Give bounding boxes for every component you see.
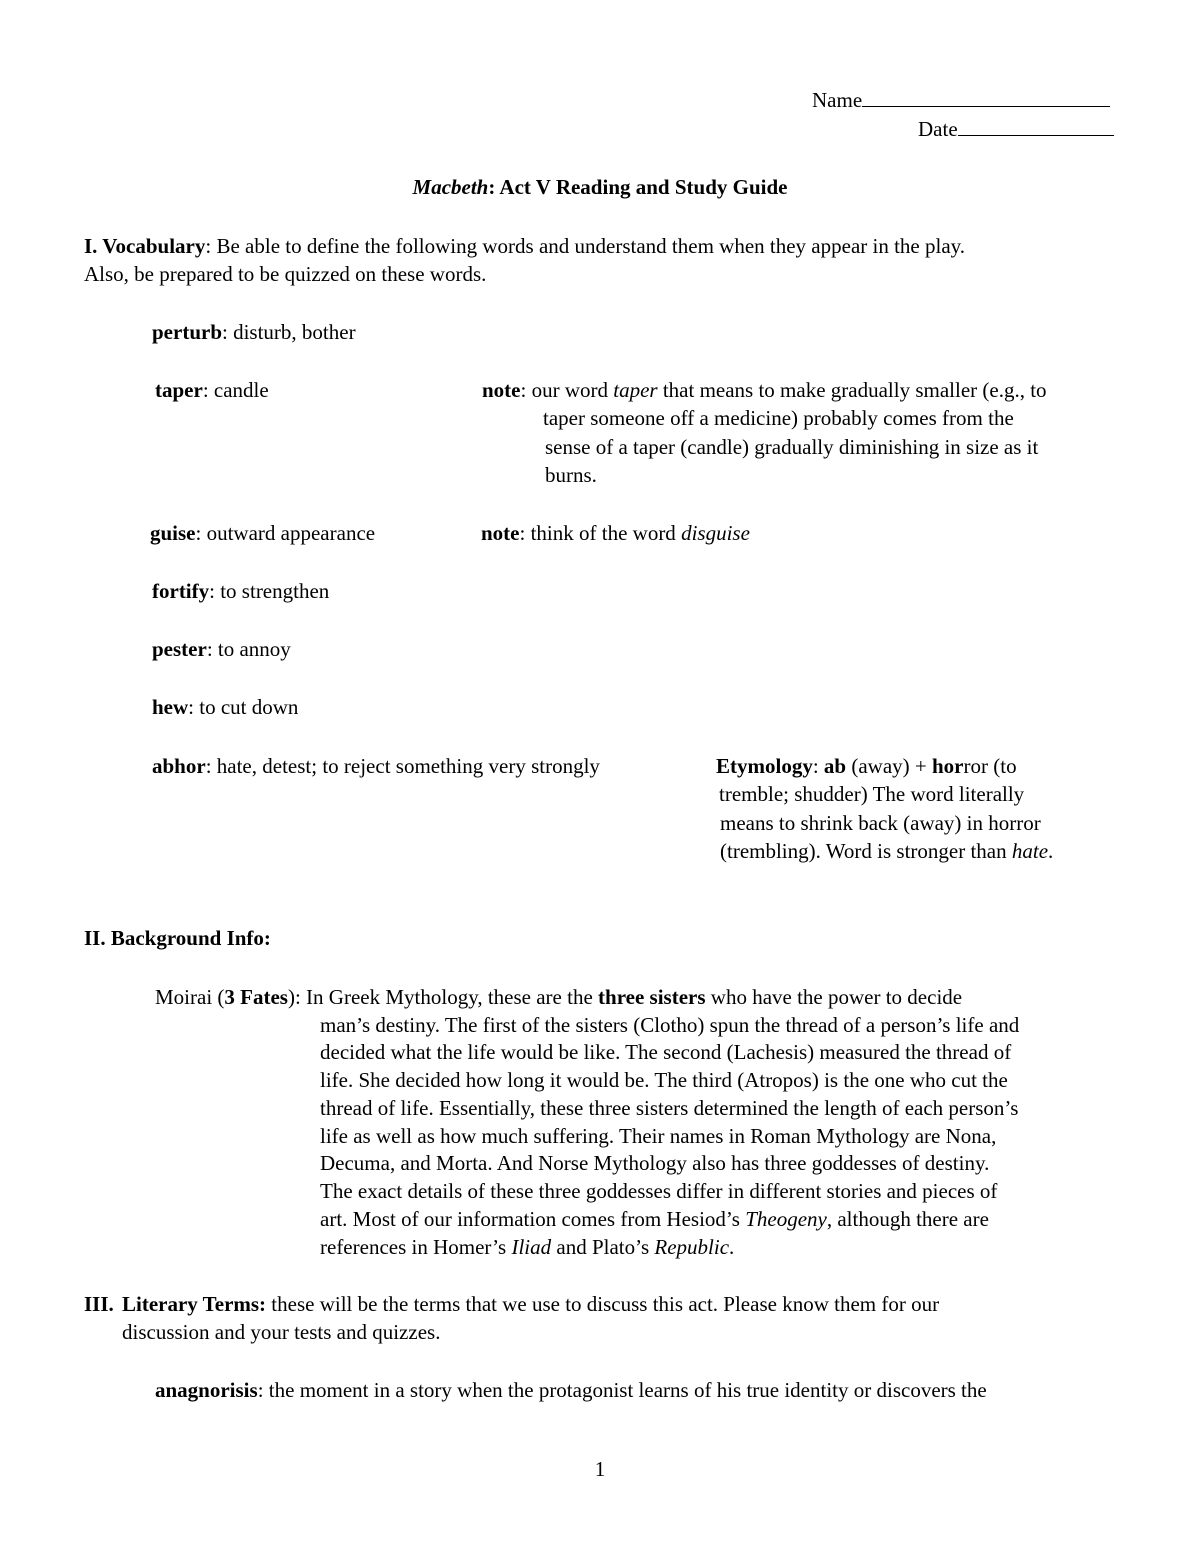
moirai-bold: 3 Fates xyxy=(224,985,288,1009)
abhor-etymology-line4 xyxy=(720,837,1053,865)
moirai-bold: three sisters xyxy=(598,985,706,1009)
vocab-intro-line1: : Be able to define the following words and understand them when they appear in the play. xyxy=(205,234,966,258)
ety-root: ab xyxy=(823,754,847,778)
term-word: anagnorisis xyxy=(155,1378,258,1402)
section-number: III. xyxy=(84,1292,114,1316)
taper-note-line4: burns. xyxy=(545,463,597,487)
vocab-perturb xyxy=(152,318,356,346)
vocab-fortify xyxy=(152,577,329,605)
moirai-line5: thread of life. Essentially, these three sisters determined the length of each person’s xyxy=(320,1096,1019,1120)
vocab-definition: : hate, detest; to reject something very strongly xyxy=(205,754,600,778)
moirai-text: references in Homer’s xyxy=(320,1235,512,1259)
moirai-line2: man’s destiny. The first of the sisters (Clotho) spun the thread of a person’s life and xyxy=(320,1013,1020,1037)
moirai-text: ): In Greek Mythology, these are the xyxy=(287,985,599,1009)
moirai-text: . xyxy=(729,1235,735,1259)
name-label: Name xyxy=(812,88,863,112)
page-title xyxy=(0,173,1200,201)
section-background-heading: II. Background Info: xyxy=(84,926,271,950)
vocab-intro-line2: Also, be prepared to be quizzed on these words. xyxy=(84,262,487,286)
title-play-name: Macbeth xyxy=(412,175,489,199)
page-number: 1 xyxy=(594,1457,606,1481)
vocab-word: perturb xyxy=(152,320,222,344)
vocab-word: fortify xyxy=(152,579,210,603)
lit-intro-line1: these will be the terms that we use to discuss this act. Please know them for our xyxy=(266,1292,940,1316)
note-text: : our word xyxy=(520,378,614,402)
moirai-line4: life. She decided how long it would be. The third (Atropos) is the one who cut the xyxy=(320,1068,1008,1092)
book-title: Iliad xyxy=(511,1235,552,1259)
moirai-text: , although there are xyxy=(826,1207,989,1231)
moirai-line7: Decuma, and Morta. And Norse Mythology also has three goddesses of destiny. xyxy=(320,1151,990,1175)
vocab-guise xyxy=(150,519,375,547)
vocab-definition: : to strengthen xyxy=(209,579,330,603)
note-label: note xyxy=(481,521,520,545)
taper-note-line2: taper someone off a medicine) probably comes from the xyxy=(543,406,1014,430)
moirai-line9 xyxy=(320,1205,989,1233)
vocab-word: abhor xyxy=(152,754,206,778)
date-field xyxy=(918,115,1114,143)
guise-note xyxy=(481,519,750,547)
vocab-word: hew xyxy=(152,695,189,719)
moirai-text: art. Most of our information comes from Hesiod’s xyxy=(320,1207,746,1231)
moirai-text: and Plato’s xyxy=(551,1235,655,1259)
etymology-label: Etymology xyxy=(716,754,813,778)
note-label: note xyxy=(482,378,521,402)
ety-italic: hate xyxy=(1011,839,1049,863)
lit-intro-line2: discussion and your tests and quizzes. xyxy=(122,1320,441,1344)
vocab-word: pester xyxy=(152,637,207,661)
book-title: Republic xyxy=(654,1235,730,1259)
ety-text: (trembling). Word is stronger than xyxy=(720,839,1012,863)
moirai-text: who have the power to decide xyxy=(705,985,963,1009)
ety-root: hor xyxy=(932,754,964,778)
note-text: that means to make gradually smaller (e.g., to xyxy=(657,378,1047,402)
section-literary-terms-intro xyxy=(84,1290,939,1318)
ety-text: (away) + xyxy=(846,754,932,778)
moirai-line8: The exact details of these three goddesses differ in different stories and pieces of xyxy=(320,1179,998,1203)
vocab-taper xyxy=(155,376,269,404)
book-title: Theogeny xyxy=(745,1207,827,1231)
ety-text: ror (to xyxy=(963,754,1017,778)
moirai-line6: life as well as how much suffering. Their names in Roman Mythology are Nona, xyxy=(320,1124,997,1148)
vocab-definition: : outward appearance xyxy=(195,521,376,545)
vocab-definition: : to annoy xyxy=(206,637,291,661)
section-vocabulary-heading: I. Vocabulary xyxy=(84,234,206,258)
taper-note-line1 xyxy=(482,376,1047,404)
term-anagnorisis xyxy=(155,1376,987,1404)
note-italic: disguise xyxy=(681,521,750,545)
name-field xyxy=(812,86,1110,114)
ety-text: : xyxy=(812,754,824,778)
vocab-word: guise xyxy=(150,521,196,545)
abhor-etymology-line1 xyxy=(716,752,1017,780)
title-rest: : Act V Reading and Study Guide xyxy=(488,175,788,199)
vocab-definition: : to cut down xyxy=(188,695,299,719)
section-literary-terms-heading: Literary Terms: xyxy=(122,1292,267,1316)
term-definition: : the moment in a story when the protagonist learns of his true identity or discovers the xyxy=(257,1378,987,1402)
taper-note-line3: sense of a taper (candle) gradually diminishing in size as it xyxy=(545,435,1039,459)
vocab-pester xyxy=(152,635,291,663)
section-vocabulary-intro xyxy=(84,232,965,260)
moirai-line3: decided what the life would be like. The second (Lachesis) measured the thread of xyxy=(320,1040,1012,1064)
vocab-abhor xyxy=(152,752,600,780)
moirai-text: Moirai ( xyxy=(155,985,225,1009)
abhor-etymology-line3: means to shrink back (away) in horror xyxy=(720,811,1041,835)
vocab-word: taper xyxy=(155,378,203,402)
vocab-definition: : disturb, bother xyxy=(222,320,356,344)
moirai-line10 xyxy=(320,1233,734,1261)
note-text: : think of the word xyxy=(519,521,682,545)
moirai-line1 xyxy=(155,983,962,1011)
note-italic: taper xyxy=(613,378,658,402)
abhor-etymology-line2: tremble; shudder) The word literally xyxy=(719,782,1025,806)
vocab-hew xyxy=(152,693,298,721)
ety-text: . xyxy=(1048,839,1054,863)
name-blank[interactable] xyxy=(862,86,1110,107)
vocab-definition: : candle xyxy=(202,378,269,402)
date-label: Date xyxy=(918,117,958,141)
date-blank[interactable] xyxy=(958,115,1114,136)
